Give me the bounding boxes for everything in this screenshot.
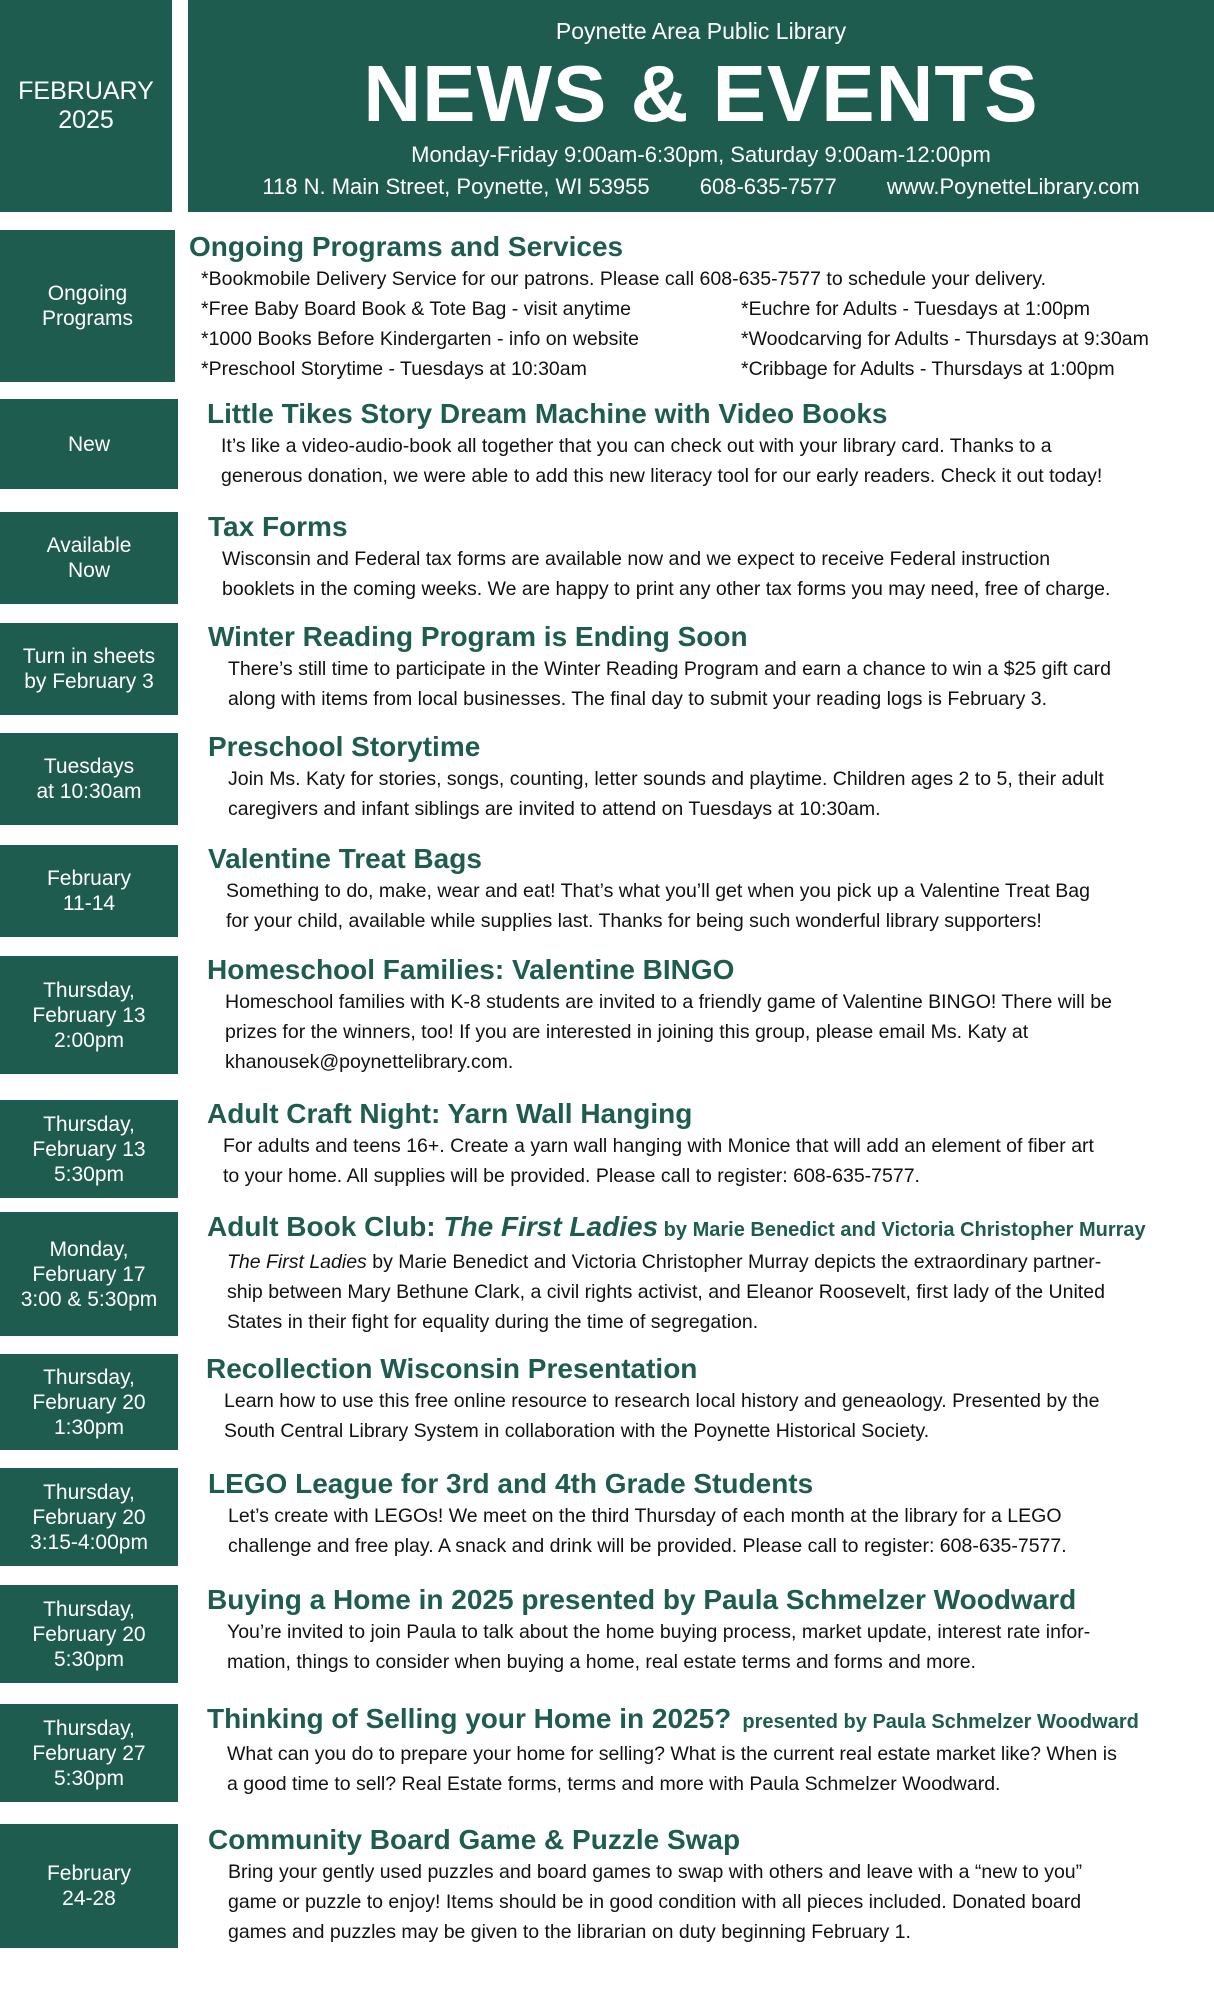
side-label-line: New [67,432,110,456]
list-item: *1000 Books Before Kindergarten - info on website [201,328,639,350]
contact-line [188,174,1214,200]
section-text: generous donation, we were able to add this new literacy tool for our early readers. Check it out today! [221,465,1103,487]
presenter: presented by Paula Schmelzer Woodward [731,1711,1139,1733]
section-text: for your child, available while supplies last. Thanks for being such wonderful library supporters! [226,910,1042,932]
side-label [0,845,178,937]
ongoing-list-left [201,294,741,384]
side-label-line: 1:30pm [53,1415,125,1439]
side-label-line: February 20 [32,1622,146,1646]
section-title: LEGO League for 3rd and 4th Grade Students [208,1468,814,1499]
section-text: challenge and free play. A snack and drink will be provided. Please call to register: 608-635-7577. [228,1535,1067,1557]
section-text: For adults and teens 16+. Create a yarn wall hanging with Monice that will add an element of fiber art [223,1135,1094,1157]
side-label [0,956,178,1074]
section-text: game or puzzle to enjoy! Items should be in good condition with all pieces included. Donated board [228,1891,1082,1913]
section-adult-book-club [207,1210,1208,1337]
section-title: Community Board Game & Puzzle Swap [208,1824,741,1855]
book-title-inline: The First Ladies [227,1251,367,1273]
side-label-line: Thursday, [43,1480,135,1504]
library-name: Poynette Area Public Library [555,18,847,44]
section-board-game-swap [208,1823,1208,1947]
website-link[interactable]: www.PoynetteLibrary.com [886,174,1140,199]
section-text: States in their fight for equality during the time of segregation. [227,1311,759,1333]
section-text: to your home. All supplies will be provided. Please call to register: 608-635-7577. [223,1165,920,1187]
side-label-line: Thursday, [43,1597,135,1621]
side-label-line: 3:15-4:00pm [30,1530,148,1554]
ongoing-intro: *Bookmobile Delivery Service for our patrons. Please call 608-635-7577 to schedule your delivery. [201,268,1047,290]
section-title [207,1702,1208,1739]
side-label-line: at 10:30am [36,780,142,803]
section-title: Preschool Storytime [208,731,481,762]
side-label-line: 5:30pm [53,1162,125,1186]
section-text: booklets in the coming weeks. We are happy to print any other tax forms you may need, free of charge. [222,578,1111,600]
side-label [0,1824,178,1948]
side-label-line: 3:00 & 5:30pm [20,1287,158,1311]
section-adult-craft-night [207,1097,1208,1191]
side-label-line: February [46,867,132,890]
section-title: Tax Forms [208,511,348,542]
title-text: Adult Book Club: [207,1211,444,1242]
section-tax-forms [208,510,1208,604]
section-title: Ongoing Programs and Services [189,231,624,262]
section-selling-your-home [207,1702,1208,1799]
section-text: Something to do, make, wear and eat! That’s what you’ll get when you pick up a Valentine Treat Bag [226,880,1090,902]
side-label-line: February 20 [32,1390,146,1414]
list-item: *Preschool Storytime - Tuesdays at 10:30am [201,358,587,380]
side-label [0,1585,178,1683]
side-label-line: Programs [41,307,134,330]
side-label-line: Thursday, [43,1112,135,1136]
side-label-line: Thursday, [43,1716,135,1740]
section-text: caregivers and infant siblings are invited to attend on Tuesdays at 10:30am. [228,798,881,820]
side-label [0,1212,178,1336]
section-title: Recollection Wisconsin Presentation [206,1353,698,1384]
title-text: Thinking of Selling your Home in 2025? [207,1703,732,1734]
section-text: along with items from local businesses. The final day to submit your reading logs is February 3. [228,688,1048,710]
side-label [0,1704,178,1802]
side-label-line: 24-28 [62,1887,116,1910]
side-label-line: Monday, [49,1237,129,1261]
side-label-line: February 17 [32,1262,146,1286]
section-text: Bring your gently used puzzles and board games to swap with others and leave with a “new to you” [228,1861,1083,1883]
section-text: Let’s create with LEGOs! We meet on the third Thursday of each month at the library for a LEGO [228,1505,1062,1527]
phone: 608-635-7577 [699,174,837,199]
side-label [0,399,178,489]
library-hours: Monday-Friday 9:00am-6:30pm, Saturday 9:00am-12:00pm [411,142,991,167]
side-label-line: Tuesdays [43,755,135,778]
year-label: 2025 [58,106,114,134]
section-title: Adult Craft Night: Yarn Wall Hanging [207,1098,693,1129]
section-text: It’s like a video-audio-book all together that you can check out with your library card. Thanks to a [221,435,1052,457]
side-label [0,1354,178,1450]
book-title: The First Ladies [443,1211,659,1242]
list-item: *Free Baby Board Book & Tote Bag - visit anytime [201,298,631,320]
section-text: What can you do to prepare your home for selling? What is the current real estate market like? When is [227,1743,1117,1765]
section-text: ship between Mary Bethune Clark, a civil rights activist, and Eleanor Roosevelt, first lady of the United [227,1281,1105,1303]
section-text: games and puzzles may be given to the librarian on duty beginning February 1. [228,1921,911,1943]
section-recollection-wisconsin [206,1352,1208,1446]
side-label-line: Thursday, [43,1365,135,1389]
side-label-line: 5:30pm [53,1766,125,1790]
section-ongoing [189,230,1208,384]
side-label [0,733,178,825]
section-buying-a-home [207,1583,1208,1677]
section-text: Homeschool families with K-8 students are invited to a friendly game of Valentine BINGO! There will be [225,991,1112,1013]
section-text: a good time to sell? Real Estate forms, terms and more with Paula Schmelzer Woodward. [227,1773,1001,1795]
section-title: Valentine Treat Bags [208,843,482,874]
section-lego-league [208,1467,1208,1561]
side-label-line: 2:00pm [53,1028,125,1052]
section-valentine-treat-bags [208,842,1208,936]
address: 118 N. Main Street, Poynette, WI 53955 [262,174,650,199]
section-text [227,1247,1208,1277]
section-text: You’re invited to join Paula to talk about the home buying process, market update, interest rate infor- [227,1621,1091,1643]
side-label-line: February 13 [32,1003,146,1027]
section-title [207,1210,1208,1247]
section-homeschool-bingo [207,953,1208,1077]
list-item: *Cribbage for Adults - Thursdays at 1:00pm [741,358,1115,380]
section-text: mation, things to consider when buying a home, real estate terms and forms and more. [227,1651,976,1673]
section-winter-reading [208,620,1208,714]
side-label-line: February [46,1862,132,1885]
side-label-line: February 20 [32,1505,146,1529]
side-label [0,623,178,715]
section-title: Buying a Home in 2025 presented by Paula Schmelzer Woodward [207,1584,1077,1615]
section-story-dream-machine [207,397,1208,491]
side-label-line: by February 3 [24,670,154,693]
section-text: Wisconsin and Federal tax forms are available now and we expect to receive Federal instruction [222,548,1051,570]
side-label-line: 5:30pm [53,1647,125,1671]
ongoing-list-right [741,294,1149,384]
side-label-line: Turn in sheets [22,645,156,668]
month-label: FEBRUARY [18,77,154,105]
side-label-line: Ongoing [47,282,128,305]
list-item: *Euchre for Adults - Tuesdays at 1:00pm [741,298,1091,320]
side-label-line: Thursday, [43,978,135,1002]
side-label-ongoing [0,230,175,382]
page-header [188,0,1214,212]
side-label [0,1468,178,1566]
section-title: Winter Reading Program is Ending Soon [208,621,748,652]
email-link[interactable]: khanousek@poynettelibrary.com. [225,1051,514,1073]
side-label-line: Now [67,559,110,582]
side-label-line: February 27 [32,1741,146,1765]
section-text: South Central Library System in collaboration with the Poynette Historical Society. [224,1420,930,1442]
month-badge [0,0,172,212]
list-item: *Woodcarving for Adults - Thursdays at 9:30am [741,328,1149,350]
section-title: Little Tikes Story Dream Machine with Video Books [207,398,888,429]
section-text: prizes for the winners, too! If you are interested in joining this group, please email Ms. Katy at [225,1021,1029,1043]
side-label-line: February 13 [32,1137,146,1161]
section-text: There’s still time to participate in the Winter Reading Program and earn a chance to win a $25 gift card [228,658,1112,680]
book-authors: by Marie Benedict and Victoria Christopher Murray [658,1219,1146,1241]
section-text-part: by Marie Benedict and Victoria Christopher Murray depicts the extraordinary partner- [366,1251,1102,1273]
page-title: NEWS & EVENTS [363,49,1039,138]
section-title: Homeschool Families: Valentine BINGO [207,954,735,985]
side-label [0,1100,178,1198]
side-label [0,512,178,604]
side-label-line: 11-14 [62,892,116,915]
section-text: Join Ms. Katy for stories, songs, counting, letter sounds and playtime. Children ages 2 to 5, their adult [228,768,1104,790]
side-label-line: Available [46,534,132,557]
section-preschool-storytime [208,730,1208,824]
section-text: Learn how to use this free online resource to research local history and geneaology. Presented by the [224,1390,1100,1412]
